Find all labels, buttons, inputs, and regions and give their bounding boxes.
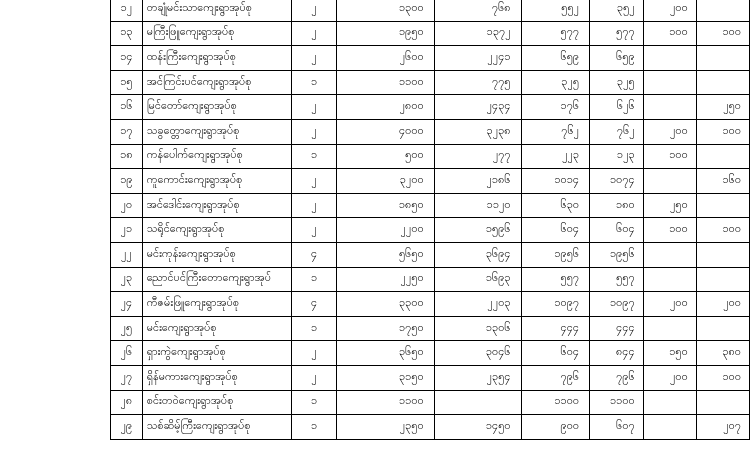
value-b-cell: ၂၂၃ xyxy=(521,144,589,169)
row-number-cell: ၂၉ xyxy=(111,415,143,440)
total-cell: ၃၂၀၀ xyxy=(336,169,434,194)
total-cell: ၂၂၀၀ xyxy=(336,218,434,243)
value-e-cell: ၁၀၀ xyxy=(696,218,749,243)
count-cell: ၂ xyxy=(292,341,336,366)
value-c-cell: ၅၇၇ xyxy=(590,21,644,46)
value-e-cell xyxy=(696,144,749,169)
value-e-cell: ၂၀၇ xyxy=(696,415,749,440)
value-d-cell: ၂၀၀ xyxy=(643,119,696,144)
value-d-cell xyxy=(643,242,696,267)
value-d-cell: ၂၀၀ xyxy=(643,365,696,390)
value-d-cell: ၁၀၀ xyxy=(643,218,696,243)
village-tract-name-cell: ကီဇမ်းဖြူကျေးရွာအုပ်စု xyxy=(142,292,292,317)
row-number-cell: ၂၃ xyxy=(111,267,143,292)
value-c-cell: ၆၀၇ xyxy=(590,415,644,440)
row-number-cell: ၂၇ xyxy=(111,365,143,390)
total-cell: ၂၆၀၀ xyxy=(336,46,434,71)
value-e-cell xyxy=(696,242,749,267)
table-row xyxy=(111,169,750,194)
village-tract-name-cell: မင်းကျေးရွာအုပ်စု xyxy=(142,316,292,341)
table-row xyxy=(111,0,750,21)
count-cell: ၁ xyxy=(292,415,336,440)
value-a-cell: ၁၁၂၀ xyxy=(434,193,521,218)
value-e-cell xyxy=(696,390,749,415)
row-number-cell: ၂၅ xyxy=(111,316,143,341)
value-a-cell: ၂၁၈၆ xyxy=(434,169,521,194)
value-a-cell xyxy=(434,390,521,415)
value-d-cell xyxy=(643,95,696,120)
value-c-cell: ၇၉၆ xyxy=(590,365,644,390)
value-b-cell: ၅၅၇ xyxy=(521,267,589,292)
village-tract-name-cell: သခွတ္တောကျေးရွာအုပ်စု xyxy=(142,119,292,144)
value-d-cell xyxy=(643,390,696,415)
row-number-cell: ၁၇ xyxy=(111,119,143,144)
value-c-cell: ၆၂၆ xyxy=(590,95,644,120)
table-row xyxy=(111,21,750,46)
value-d-cell: ၁၀၀ xyxy=(643,144,696,169)
value-b-cell: ၁၁၀၀ xyxy=(521,390,589,415)
total-cell: ၅၆၅၀ xyxy=(336,242,434,267)
value-c-cell: ၁၀၇၄ xyxy=(590,169,644,194)
table-row xyxy=(111,390,750,415)
value-d-cell: ၂၀၀ xyxy=(643,292,696,317)
value-e-cell xyxy=(696,70,749,95)
value-b-cell: ၆၀၄ xyxy=(521,218,589,243)
table-body xyxy=(111,0,750,439)
village-tract-name-cell: မကြီးဖြူကျေးရွာအုပ်စု xyxy=(142,21,292,46)
value-c-cell: ၁၀၉၇ xyxy=(590,292,644,317)
village-tract-name-cell: အင်ကြင်းပင်ကျေးရွာအုပ်စု xyxy=(142,70,292,95)
value-a-cell: ၁၃၇၂ xyxy=(434,21,521,46)
value-b-cell: ၁၀၉၇ xyxy=(521,292,589,317)
village-tract-name-cell: အင်ဒေါင်းကျေးရွာအုပ်စု xyxy=(142,193,292,218)
total-cell: ၁၉၅၀ xyxy=(336,21,434,46)
count-cell: ၁ xyxy=(292,316,336,341)
table-row xyxy=(111,218,750,243)
row-number-cell: ၁၆ xyxy=(111,95,143,120)
count-cell: ၁ xyxy=(292,144,336,169)
value-d-cell xyxy=(643,267,696,292)
row-number-cell: ၂၄ xyxy=(111,292,143,317)
value-b-cell: ၆၀၄ xyxy=(521,341,589,366)
value-e-cell xyxy=(696,193,749,218)
value-d-cell xyxy=(643,46,696,71)
value-c-cell: ၃၅၂ xyxy=(590,0,644,21)
count-cell: ၂ xyxy=(292,21,336,46)
value-b-cell: ၁၀၁၄ xyxy=(521,169,589,194)
count-cell: ၁ xyxy=(292,70,336,95)
row-number-cell: ၂၈ xyxy=(111,390,143,415)
total-cell: ၁၃၀၀ xyxy=(336,0,434,21)
table-row xyxy=(111,267,750,292)
value-a-cell: ၁၅၉၆ xyxy=(434,218,521,243)
value-d-cell: ၂၀၀ xyxy=(643,0,696,21)
table-row xyxy=(111,292,750,317)
value-a-cell: ၃၆၉၄ xyxy=(434,242,521,267)
count-cell: ၂ xyxy=(292,193,336,218)
value-e-cell xyxy=(696,0,749,21)
village-tract-name-cell: ညောင်ပင်ကြီးတောကျေးရွာအုပ် xyxy=(142,267,292,292)
count-cell: ၂ xyxy=(292,218,336,243)
table-row xyxy=(111,70,750,95)
value-a-cell: ၂၄၃၄ xyxy=(434,95,521,120)
total-cell: ၁၇၅၀ xyxy=(336,316,434,341)
value-a-cell: ၂၂၄၁ xyxy=(434,46,521,71)
value-c-cell: ၃၂၅ xyxy=(590,70,644,95)
value-a-cell: ၃၀၄၆ xyxy=(434,341,521,366)
table-row xyxy=(111,193,750,218)
value-a-cell: ၂၃၅၄ xyxy=(434,365,521,390)
row-number-cell: ၂၁ xyxy=(111,218,143,243)
count-cell: ၄ xyxy=(292,292,336,317)
row-number-cell: ၁၂ xyxy=(111,0,143,21)
village-tract-name-cell: တချုံမင်းသာကျေးရွာအုပ်စု xyxy=(142,0,292,21)
value-e-cell: ၁၀၀ xyxy=(696,365,749,390)
count-cell: ၂ xyxy=(292,169,336,194)
value-e-cell xyxy=(696,316,749,341)
row-number-cell: ၂၂ xyxy=(111,242,143,267)
value-b-cell: ၆၅၉ xyxy=(521,46,589,71)
value-c-cell: ၁၈၀ xyxy=(590,193,644,218)
value-d-cell xyxy=(643,169,696,194)
table-row xyxy=(111,365,750,390)
village-tract-name-cell: သရိုင်ကျေးရွာအုပ်စု xyxy=(142,218,292,243)
village-tract-name-cell: ကန်ပေါက်ကျေးရွာအုပ်စု xyxy=(142,144,292,169)
village-tract-name-cell: စင်းတဝဲကျေးရွာအုပ်စု xyxy=(142,390,292,415)
value-b-cell: ၁၇၆ xyxy=(521,95,589,120)
value-a-cell: ၇၇၅ xyxy=(434,70,521,95)
village-tract-name-cell: ကူကောင်းကျေးရွာအုပ်စု xyxy=(142,169,292,194)
value-d-cell: ၂၅၀ xyxy=(643,193,696,218)
total-cell: ၄၀၀၀ xyxy=(336,119,434,144)
table-row xyxy=(111,46,750,71)
value-c-cell: ၅၅၇ xyxy=(590,267,644,292)
value-a-cell: ၁၄၅၀ xyxy=(434,415,521,440)
total-cell: ၃၆၅၀ xyxy=(336,341,434,366)
count-cell: ၂ xyxy=(292,95,336,120)
total-cell: ၁၈၅၀ xyxy=(336,193,434,218)
value-c-cell: ၆၅၉ xyxy=(590,46,644,71)
value-a-cell: ၂၂၀၃ xyxy=(434,292,521,317)
village-tract-name-cell: မြင်တော်ကျေးရွာအုပ်စု xyxy=(142,95,292,120)
value-b-cell: ၄၄၄ xyxy=(521,316,589,341)
value-c-cell: ၄၄၄ xyxy=(590,316,644,341)
count-cell: ၁ xyxy=(292,267,336,292)
value-d-cell: ၁၅၀ xyxy=(643,341,696,366)
value-e-cell: ၂၅၀ xyxy=(696,95,749,120)
village-tract-name-cell: သစ်ဆိမ့်ကြီးကျေးရွာအုပ်စု xyxy=(142,415,292,440)
total-cell: ၅၀၀ xyxy=(336,144,434,169)
value-e-cell: ၂၀၀ xyxy=(696,292,749,317)
row-number-cell: ၁၈ xyxy=(111,144,143,169)
count-cell: ၂ xyxy=(292,119,336,144)
value-a-cell: ၁၃၀၆ xyxy=(434,316,521,341)
value-b-cell: ၆၃၀ xyxy=(521,193,589,218)
table-row xyxy=(111,316,750,341)
value-b-cell: ၅၇၇ xyxy=(521,21,589,46)
total-cell: ၂၈၀၀ xyxy=(336,95,434,120)
value-a-cell: ၃၂၃၈ xyxy=(434,119,521,144)
value-c-cell: ၁၉၅၆ xyxy=(590,242,644,267)
value-d-cell: ၁၀၀ xyxy=(643,21,696,46)
total-cell: ၃၁၅၀ xyxy=(336,365,434,390)
value-e-cell: ၁၀၀ xyxy=(696,21,749,46)
value-b-cell: ၇၉၆ xyxy=(521,365,589,390)
row-number-cell: ၁၄ xyxy=(111,46,143,71)
value-b-cell: ၃၂၅ xyxy=(521,70,589,95)
village-tract-name-cell: ရှိန်မကားကျေးရွာအုပ်စု xyxy=(142,365,292,390)
value-a-cell: ၂၇၇ xyxy=(434,144,521,169)
value-e-cell: ၁၀၀ xyxy=(696,119,749,144)
value-c-cell: ၆၀၄ xyxy=(590,218,644,243)
value-c-cell: ၁၂၃ xyxy=(590,144,644,169)
row-number-cell: ၂၀ xyxy=(111,193,143,218)
total-cell: ၃၃၀၀ xyxy=(336,292,434,317)
table-row xyxy=(111,242,750,267)
table-row xyxy=(111,119,750,144)
value-e-cell: ၃၈၀ xyxy=(696,341,749,366)
table-row xyxy=(111,95,750,120)
value-e-cell xyxy=(696,46,749,71)
value-d-cell xyxy=(643,70,696,95)
village-tract-name-cell: ရှားကွဲကျေးရွာအုပ်စု xyxy=(142,341,292,366)
total-cell: ၁၁၀၀ xyxy=(336,70,434,95)
value-c-cell: ၁၁၀၀ xyxy=(590,390,644,415)
value-a-cell: ၇၆၈ xyxy=(434,0,521,21)
value-d-cell xyxy=(643,316,696,341)
value-b-cell: ၉၀၀ xyxy=(521,415,589,440)
village-tract-table xyxy=(110,0,750,440)
count-cell: ၂ xyxy=(292,0,336,21)
value-a-cell: ၁၆၉၃ xyxy=(434,267,521,292)
count-cell: ၂ xyxy=(292,46,336,71)
row-number-cell: ၁၉ xyxy=(111,169,143,194)
total-cell: ၂၃၅၀ xyxy=(336,415,434,440)
total-cell: ၂၂၅၀ xyxy=(336,267,434,292)
total-cell: ၁၁၀၀ xyxy=(336,390,434,415)
table-row xyxy=(111,415,750,440)
row-number-cell: ၁၅ xyxy=(111,70,143,95)
value-b-cell: ၅၅၂ xyxy=(521,0,589,21)
village-tract-name-cell: မင်းကုန်းကျေးရွာအုပ်စု xyxy=(142,242,292,267)
village-tract-name-cell: ထန်းကြီးကျေးရွာအုပ်စု xyxy=(142,46,292,71)
value-e-cell: ၁၆၀ xyxy=(696,169,749,194)
table-row xyxy=(111,144,750,169)
row-number-cell: ၂၆ xyxy=(111,341,143,366)
count-cell: ၄ xyxy=(292,242,336,267)
value-c-cell: ၇၆၂ xyxy=(590,119,644,144)
count-cell: ၂ xyxy=(292,365,336,390)
value-b-cell: ၁၉၅၆ xyxy=(521,242,589,267)
value-d-cell xyxy=(643,415,696,440)
value-e-cell xyxy=(696,267,749,292)
value-c-cell: ၈၄၄ xyxy=(590,341,644,366)
count-cell: ၁ xyxy=(292,390,336,415)
row-number-cell: ၁၃ xyxy=(111,21,143,46)
value-b-cell: ၇၆၂ xyxy=(521,119,589,144)
table-row xyxy=(111,341,750,366)
